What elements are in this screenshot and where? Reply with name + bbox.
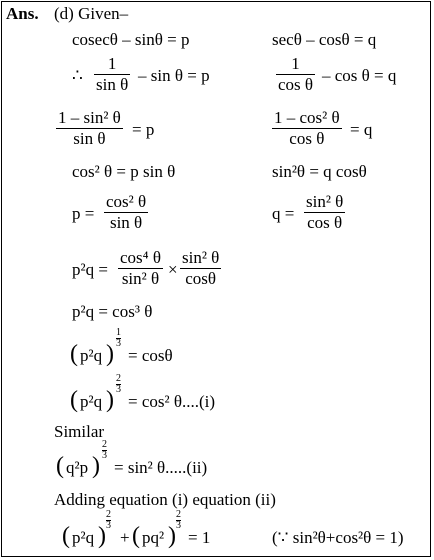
line11-inner2: pq² xyxy=(142,528,165,547)
p2q-equals: p²q = xyxy=(72,260,108,279)
fraction-cos4-over-sin2: cos⁴ θ sin² θ xyxy=(120,248,161,288)
p2q-cos-cubed: p²q = cos³ θ xyxy=(72,302,153,321)
ans-label: Ans. xyxy=(6,4,39,23)
identity-note: (∵ sin²θ+cos²θ = 1) xyxy=(272,528,404,547)
fraction-one-minus-sin-sq: 1 – sin² θ sin θ xyxy=(58,108,121,148)
open-paren: ( xyxy=(132,523,140,549)
open-paren: ( xyxy=(70,387,78,413)
close-paren: ) xyxy=(168,523,176,549)
line11-rhs: = 1 xyxy=(188,528,211,547)
q-equals: q = xyxy=(272,204,295,223)
exponent-two-thirds: 2 3 xyxy=(116,373,121,395)
fraction-cos-sq-over-sin: cos² θ sin θ xyxy=(106,192,147,232)
open-paren: ( xyxy=(70,341,78,367)
times-sign: × xyxy=(168,260,178,279)
line4-right: sin²θ = q cosθ xyxy=(272,162,367,181)
similar-label: Similar xyxy=(54,422,105,441)
close-paren: ) xyxy=(106,387,114,413)
open-paren: ( xyxy=(62,523,70,549)
fraction-sin-sq-over-cos: sin² θ cos θ xyxy=(306,192,344,232)
fraction-one-over-sin: 1 sin θ xyxy=(96,54,129,94)
fraction-sin2-over-cos: sin² θ cosθ xyxy=(182,248,220,288)
close-paren: ) xyxy=(92,453,100,479)
open-paren: ( xyxy=(56,453,64,479)
exponent-one-third: 1 3 xyxy=(116,327,121,349)
therefore-symbol: ∴ xyxy=(72,66,83,85)
line3-right-rest: = q xyxy=(350,120,373,139)
adding-label: Adding equation (i) equation (ii) xyxy=(54,490,276,509)
fraction-one-minus-cos-sq: 1 – cos² θ cos θ xyxy=(274,108,340,148)
line8-rhs: = cosθ xyxy=(128,346,173,365)
plus-sign: + xyxy=(120,528,130,547)
line11-inner1: p²q xyxy=(72,528,95,547)
line9-inner: p²q xyxy=(80,392,103,411)
given-left: cosecθ – sinθ = p xyxy=(72,30,190,49)
exponent-two-thirds: 2 3 xyxy=(106,509,111,531)
line10-rhs: = sin² θ.....(ii) xyxy=(114,458,208,477)
line2-left-rest: – sin θ = p xyxy=(138,66,210,85)
line2-right-rest: – cos θ = q xyxy=(322,66,397,85)
line8-inner: p²q xyxy=(80,346,103,365)
given-right: secθ – cosθ = q xyxy=(272,30,377,49)
p-equals: p = xyxy=(72,204,95,223)
close-paren: ) xyxy=(98,523,106,549)
line4-left: cos² θ = p sin θ xyxy=(72,162,176,181)
exponent-two-thirds: 2 3 xyxy=(176,509,181,531)
line3-left-rest: = p xyxy=(132,120,155,139)
close-paren: ) xyxy=(106,341,114,367)
line10-inner: q²p xyxy=(66,458,89,477)
given-label: (d) Given– xyxy=(54,4,129,23)
exponent-two-thirds: 2 3 xyxy=(102,439,107,461)
line9-rhs: = cos² θ....(i) xyxy=(128,392,216,411)
fraction-one-over-cos: 1 cos θ xyxy=(278,54,314,94)
